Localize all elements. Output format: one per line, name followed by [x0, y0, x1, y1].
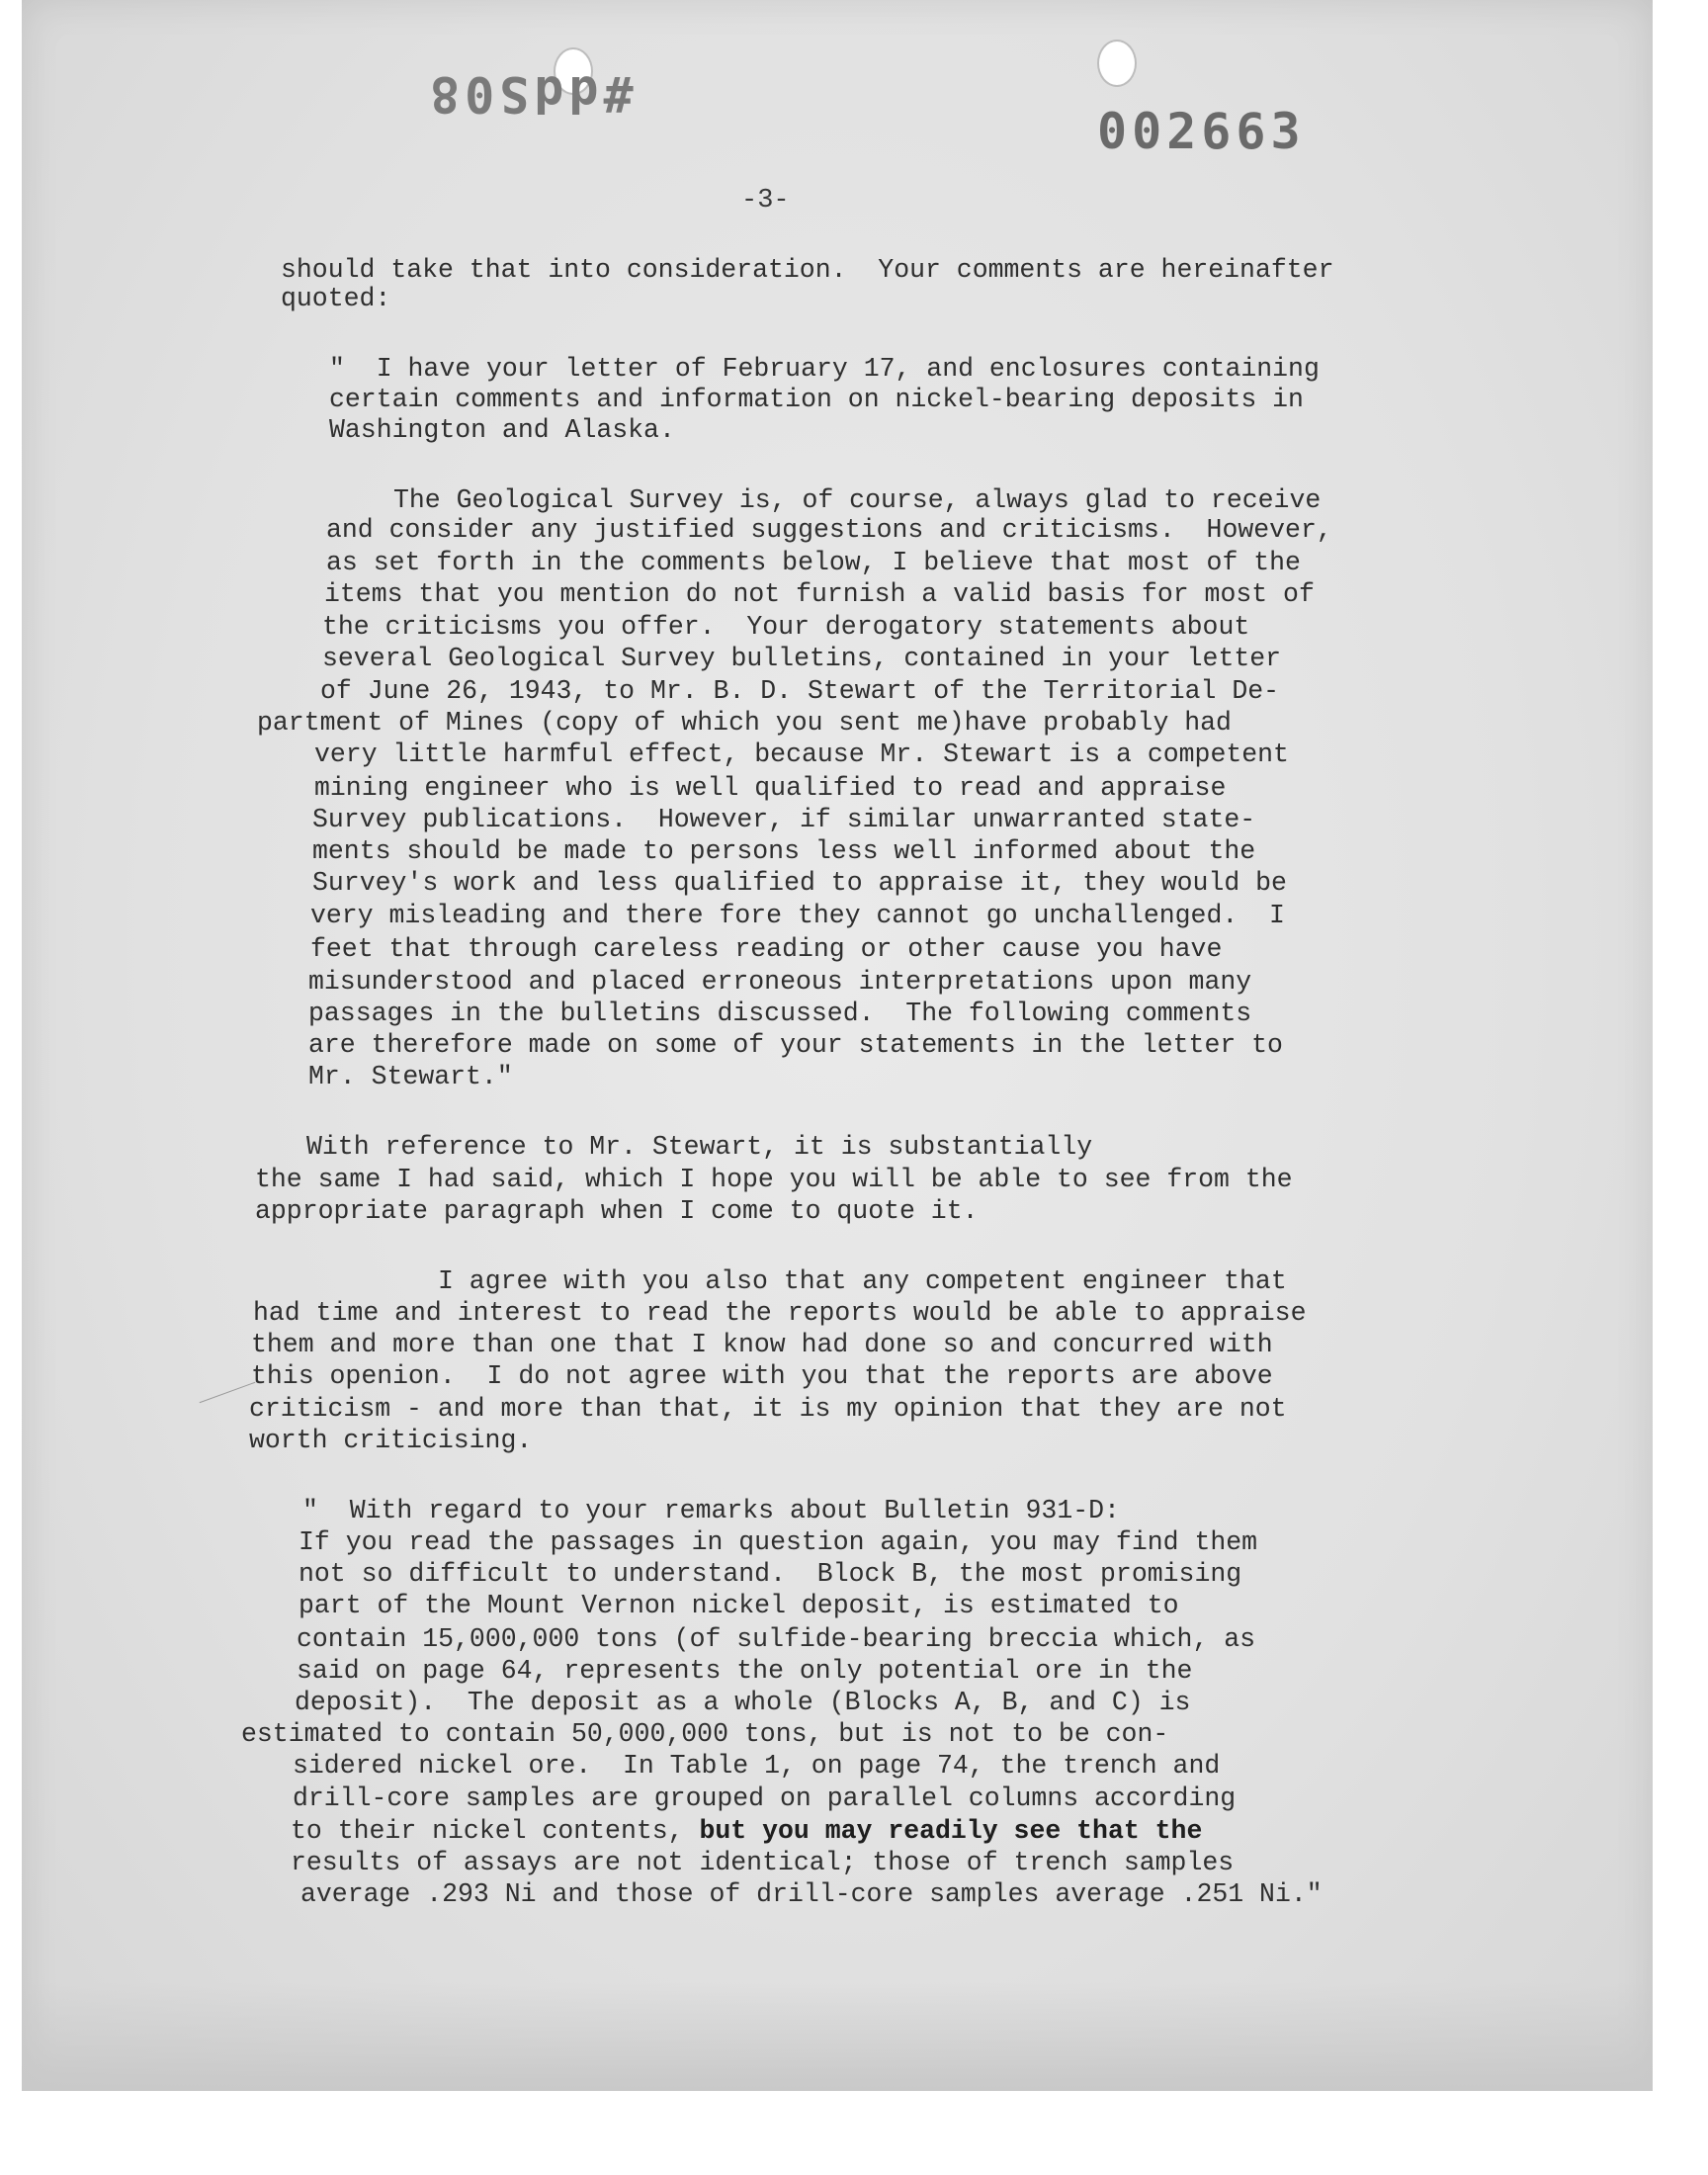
bold-fragment: but you may readily see that the: [699, 1816, 1203, 1846]
text-line: Washington and Alaska.: [329, 415, 675, 445]
text-line: worth criticising.: [249, 1426, 533, 1455]
text-line: of June 26, 1943, to Mr. B. D. Stewart of the Territorial De-: [320, 676, 1280, 706]
text-line: Mr. Stewart.": [308, 1062, 513, 1091]
text-line: very misleading and there fore they cannot go unchallenged. I: [310, 901, 1285, 930]
text-line: If you read the passages in question again, you may find them: [299, 1527, 1258, 1557]
text-line: drill-core samples are grouped on parallel columns according: [293, 1784, 1237, 1813]
text-line: average .293 Ni and those of drill-core samples average .251 Ni.": [300, 1879, 1323, 1909]
text-line: " I have your letter of February 17, and enclosures containing: [329, 354, 1320, 384]
text-line: Survey publications. However, if similar unwarranted state-: [312, 805, 1256, 834]
text-line: contain 15,000,000 tons (of sulfide-bearing breccia which, as: [297, 1624, 1256, 1654]
text-line: this openion. I do not agree with you that the reports are above: [251, 1361, 1273, 1391]
text-line: mining engineer who is well qualified to read and appraise: [314, 773, 1227, 803]
text-line: " With regard to your remarks about Bulletin 931-D:: [302, 1496, 1120, 1525]
text-line: are therefore made on some of your statements in the letter to: [308, 1030, 1283, 1060]
text-line: sidered nickel ore. In Table 1, on page 74, the trench and: [293, 1751, 1221, 1781]
text-line: and consider any justified suggestions and criticisms. However,: [326, 515, 1332, 545]
text-line: the criticisms you offer. Your derogatory statements about: [322, 612, 1250, 642]
text-line: criticism - and more than that, it is my opinion that they are not: [249, 1394, 1287, 1424]
text-line: certain comments and information on nickel-bearing deposits in: [329, 385, 1304, 414]
text-line: estimated to contain 50,000,000 tons, but is not to be con-: [241, 1719, 1169, 1749]
text-line: ments should be made to persons less well informed about the: [312, 836, 1256, 866]
text-line: misunderstood and placed erroneous interpretations upon many: [308, 967, 1252, 997]
stamp-number-mirrored: #ddS08: [425, 65, 634, 123]
text-line: had time and interest to read the reports would be able to appraise: [253, 1298, 1307, 1328]
text-line: Survey's work and less qualified to appraise it, they would be: [312, 868, 1287, 898]
text-line: The Geological Survey is, of course, always glad to receive: [393, 485, 1322, 515]
text-line: them and more than one that I know had done so and concurred with: [251, 1330, 1273, 1359]
text-line: very little harmful effect, because Mr. Stewart is a competent: [314, 740, 1289, 769]
text-line: deposit). The deposit as a whole (Blocks A, B, and C) is: [295, 1688, 1191, 1717]
text-line: feet that through careless reading or other cause you have: [310, 934, 1223, 964]
text-line: passages in the bulletins discussed. The following comments: [308, 999, 1252, 1028]
page-number: -3-: [741, 186, 790, 216]
text-line: not so difficult to understand. Block B, the most promising: [299, 1559, 1242, 1589]
text-line: quoted:: [281, 284, 391, 313]
text-line: part of the Mount Vernon nickel deposit, is estimated to: [299, 1591, 1179, 1620]
text-line: items that you mention do not furnish a valid basis for most of: [324, 579, 1315, 609]
text-line: [291, 1816, 1202, 1847]
text-line: partment of Mines (copy of which you sent me)have probably had: [257, 708, 1232, 738]
text-line: results of assays are not identical; those of trench samples: [291, 1848, 1235, 1877]
text-line: as set forth in the comments below, I believe that most of the: [326, 548, 1301, 577]
text-line: I agree with you also that any competent engineer that: [438, 1266, 1287, 1296]
text-line: several Geological Survey bulletins, contained in your letter: [322, 644, 1282, 673]
text-line: appropriate paragraph when I come to quote it.: [255, 1196, 979, 1226]
text-fragment: to their nickel contents,: [291, 1816, 684, 1846]
text-line: the same I had said, which I hope you will be able to see from the: [255, 1165, 1293, 1194]
stamp-number: 002663: [1097, 103, 1306, 160]
text-line: should take that into consideration. Your comments are hereinafter: [281, 255, 1334, 285]
text-line: said on page 64, represents the only potential ore in the: [297, 1656, 1193, 1686]
text-line: With reference to Mr. Stewart, it is substantially: [306, 1132, 1093, 1162]
